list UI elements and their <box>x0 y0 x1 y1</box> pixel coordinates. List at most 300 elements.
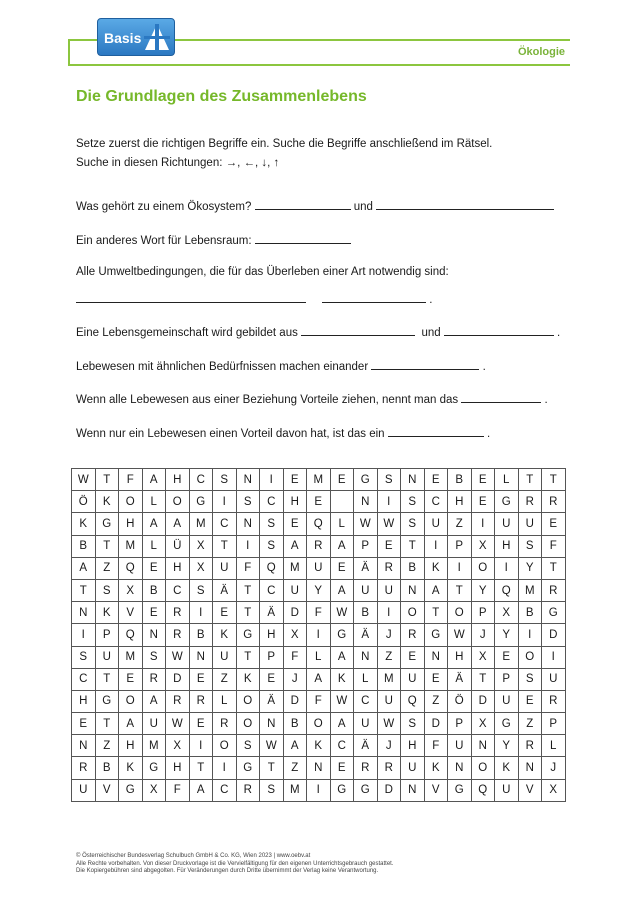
grid-cell[interactable]: Z <box>448 513 472 535</box>
grid-cell[interactable]: N <box>401 579 425 601</box>
grid-cell[interactable]: M <box>518 579 542 601</box>
grid-cell[interactable]: U <box>542 668 566 690</box>
grid-cell[interactable]: B <box>354 602 378 624</box>
grid-cell[interactable]: U <box>401 668 425 690</box>
grid-cell[interactable]: E <box>260 668 284 690</box>
grid-cell[interactable]: Q <box>119 624 143 646</box>
grid-cell[interactable]: X <box>471 535 495 557</box>
grid-cell[interactable]: R <box>377 757 401 779</box>
grid-cell[interactable]: R <box>189 690 213 712</box>
grid-cell[interactable]: E <box>377 535 401 557</box>
answer-blank[interactable] <box>301 325 415 336</box>
grid-cell[interactable]: G <box>236 624 260 646</box>
grid-cell[interactable]: Ö <box>72 491 96 513</box>
grid-cell[interactable]: N <box>260 713 284 735</box>
grid-cell[interactable]: X <box>142 779 166 801</box>
grid-cell[interactable]: A <box>142 690 166 712</box>
grid-cell[interactable]: Ä <box>354 557 378 579</box>
grid-cell[interactable]: F <box>166 779 190 801</box>
grid-cell[interactable]: G <box>330 624 354 646</box>
grid-cell[interactable]: G <box>448 779 472 801</box>
grid-cell[interactable]: F <box>236 557 260 579</box>
grid-cell[interactable]: S <box>260 513 284 535</box>
grid-cell[interactable]: L <box>142 535 166 557</box>
grid-cell[interactable]: T <box>260 757 284 779</box>
grid-cell[interactable]: N <box>236 469 260 491</box>
grid-cell[interactable]: R <box>213 713 237 735</box>
grid-cell[interactable]: C <box>330 735 354 757</box>
grid-cell[interactable]: M <box>189 513 213 535</box>
grid-cell[interactable]: R <box>166 624 190 646</box>
grid-cell[interactable]: U <box>401 757 425 779</box>
grid-cell[interactable]: X <box>471 713 495 735</box>
grid-cell[interactable]: K <box>330 668 354 690</box>
grid-cell[interactable]: U <box>354 713 378 735</box>
grid-cell[interactable]: T <box>542 469 566 491</box>
grid-cell[interactable]: L <box>330 513 354 535</box>
grid-cell[interactable]: M <box>119 535 143 557</box>
grid-cell[interactable]: E <box>283 469 307 491</box>
grid-cell[interactable]: P <box>542 713 566 735</box>
grid-cell[interactable]: O <box>448 602 472 624</box>
grid-cell[interactable]: A <box>307 668 331 690</box>
grid-cell[interactable]: F <box>307 690 331 712</box>
grid-cell[interactable]: Z <box>95 557 119 579</box>
grid-cell[interactable] <box>330 491 354 513</box>
grid-cell[interactable]: P <box>448 713 472 735</box>
grid-cell[interactable]: D <box>166 668 190 690</box>
grid-cell[interactable]: O <box>307 713 331 735</box>
grid-cell[interactable]: F <box>424 735 448 757</box>
grid-cell[interactable]: E <box>542 513 566 535</box>
answer-blank[interactable] <box>322 292 426 303</box>
grid-cell[interactable]: B <box>189 624 213 646</box>
grid-cell[interactable]: S <box>189 579 213 601</box>
grid-cell[interactable]: H <box>283 491 307 513</box>
grid-cell[interactable]: R <box>236 779 260 801</box>
grid-cell[interactable]: V <box>518 779 542 801</box>
grid-cell[interactable]: Ä <box>260 690 284 712</box>
answer-blank[interactable] <box>376 199 554 210</box>
grid-cell[interactable]: Ä <box>354 735 378 757</box>
grid-cell[interactable]: B <box>518 602 542 624</box>
grid-cell[interactable]: K <box>119 757 143 779</box>
grid-cell[interactable]: C <box>72 668 96 690</box>
answer-blank[interactable] <box>461 392 541 403</box>
grid-cell[interactable]: K <box>495 757 519 779</box>
grid-cell[interactable]: C <box>424 491 448 513</box>
grid-cell[interactable]: R <box>542 690 566 712</box>
grid-cell[interactable]: S <box>377 469 401 491</box>
grid-cell[interactable]: U <box>283 579 307 601</box>
grid-cell[interactable]: I <box>72 624 96 646</box>
grid-cell[interactable]: E <box>471 469 495 491</box>
grid-cell[interactable]: T <box>424 602 448 624</box>
grid-cell[interactable]: X <box>189 557 213 579</box>
grid-cell[interactable]: V <box>424 779 448 801</box>
grid-cell[interactable]: Q <box>401 690 425 712</box>
grid-cell[interactable]: Ä <box>354 624 378 646</box>
grid-cell[interactable]: J <box>377 624 401 646</box>
grid-cell[interactable]: E <box>401 646 425 668</box>
grid-cell[interactable]: G <box>119 779 143 801</box>
grid-cell[interactable]: R <box>518 735 542 757</box>
grid-cell[interactable]: U <box>518 513 542 535</box>
grid-cell[interactable]: S <box>142 646 166 668</box>
grid-cell[interactable]: E <box>283 513 307 535</box>
grid-cell[interactable]: K <box>236 668 260 690</box>
grid-cell[interactable]: A <box>283 735 307 757</box>
grid-cell[interactable]: Q <box>471 779 495 801</box>
grid-cell[interactable]: Y <box>307 579 331 601</box>
grid-cell[interactable]: H <box>260 624 284 646</box>
grid-cell[interactable]: A <box>424 579 448 601</box>
grid-cell[interactable]: O <box>518 646 542 668</box>
grid-cell[interactable]: E <box>213 602 237 624</box>
grid-cell[interactable]: W <box>377 713 401 735</box>
grid-cell[interactable]: I <box>495 557 519 579</box>
grid-cell[interactable]: G <box>495 713 519 735</box>
grid-cell[interactable]: R <box>354 757 378 779</box>
grid-cell[interactable]: E <box>330 469 354 491</box>
grid-cell[interactable]: E <box>72 713 96 735</box>
grid-cell[interactable]: O <box>401 602 425 624</box>
grid-cell[interactable]: N <box>518 757 542 779</box>
grid-cell[interactable]: U <box>95 646 119 668</box>
grid-cell[interactable]: I <box>189 602 213 624</box>
grid-cell[interactable]: S <box>236 735 260 757</box>
grid-cell[interactable]: E <box>189 713 213 735</box>
grid-cell[interactable]: A <box>119 713 143 735</box>
grid-cell[interactable]: T <box>95 469 119 491</box>
grid-cell[interactable]: R <box>166 690 190 712</box>
grid-cell[interactable]: U <box>377 690 401 712</box>
grid-cell[interactable]: C <box>260 579 284 601</box>
grid-cell[interactable]: B <box>95 757 119 779</box>
grid-cell[interactable]: F <box>307 602 331 624</box>
grid-cell[interactable]: K <box>424 757 448 779</box>
grid-cell[interactable]: W <box>166 646 190 668</box>
grid-cell[interactable]: I <box>377 491 401 513</box>
grid-cell[interactable]: G <box>236 757 260 779</box>
grid-cell[interactable]: N <box>307 757 331 779</box>
grid-cell[interactable]: D <box>424 713 448 735</box>
grid-cell[interactable]: N <box>236 513 260 535</box>
answer-blank[interactable] <box>388 426 484 437</box>
grid-cell[interactable]: Y <box>495 624 519 646</box>
grid-cell[interactable]: A <box>142 469 166 491</box>
grid-cell[interactable]: E <box>142 602 166 624</box>
grid-cell[interactable]: I <box>448 557 472 579</box>
grid-cell[interactable]: A <box>330 646 354 668</box>
grid-cell[interactable]: E <box>424 469 448 491</box>
grid-cell[interactable]: R <box>377 557 401 579</box>
grid-cell[interactable]: W <box>330 602 354 624</box>
grid-cell[interactable]: C <box>354 690 378 712</box>
grid-cell[interactable]: X <box>471 646 495 668</box>
grid-cell[interactable]: O <box>166 491 190 513</box>
grid-cell[interactable]: W <box>448 624 472 646</box>
grid-cell[interactable]: C <box>260 491 284 513</box>
grid-cell[interactable]: G <box>95 513 119 535</box>
grid-cell[interactable]: U <box>495 690 519 712</box>
grid-cell[interactable]: K <box>72 513 96 535</box>
grid-cell[interactable]: U <box>213 557 237 579</box>
grid-cell[interactable]: S <box>213 469 237 491</box>
grid-cell[interactable]: U <box>354 579 378 601</box>
grid-cell[interactable]: J <box>283 668 307 690</box>
grid-cell[interactable]: S <box>236 491 260 513</box>
grid-cell[interactable]: Y <box>495 735 519 757</box>
grid-cell[interactable]: H <box>119 735 143 757</box>
grid-cell[interactable]: E <box>119 668 143 690</box>
grid-cell[interactable]: Z <box>283 757 307 779</box>
grid-cell[interactable]: Z <box>424 690 448 712</box>
grid-cell[interactable]: B <box>401 557 425 579</box>
grid-cell[interactable]: G <box>189 491 213 513</box>
grid-cell[interactable]: E <box>189 668 213 690</box>
grid-cell[interactable]: G <box>330 779 354 801</box>
grid-cell[interactable]: K <box>424 557 448 579</box>
grid-cell[interactable]: I <box>377 602 401 624</box>
grid-cell[interactable]: T <box>542 557 566 579</box>
grid-cell[interactable]: W <box>377 513 401 535</box>
grid-cell[interactable]: L <box>213 690 237 712</box>
grid-cell[interactable]: N <box>189 646 213 668</box>
grid-cell[interactable]: Ä <box>448 668 472 690</box>
grid-cell[interactable]: L <box>542 735 566 757</box>
grid-cell[interactable]: D <box>542 624 566 646</box>
grid-cell[interactable]: V <box>119 602 143 624</box>
grid-cell[interactable]: S <box>401 491 425 513</box>
grid-cell[interactable]: O <box>119 491 143 513</box>
grid-cell[interactable]: A <box>330 713 354 735</box>
grid-cell[interactable]: C <box>166 579 190 601</box>
grid-cell[interactable]: P <box>354 535 378 557</box>
grid-cell[interactable]: A <box>72 557 96 579</box>
grid-cell[interactable]: R <box>401 624 425 646</box>
grid-cell[interactable]: S <box>260 535 284 557</box>
grid-cell[interactable]: N <box>424 646 448 668</box>
grid-cell[interactable]: Ö <box>448 690 472 712</box>
grid-cell[interactable]: P <box>471 602 495 624</box>
grid-cell[interactable]: S <box>95 579 119 601</box>
grid-cell[interactable]: O <box>213 735 237 757</box>
grid-cell[interactable]: E <box>495 646 519 668</box>
grid-cell[interactable]: X <box>189 535 213 557</box>
grid-cell[interactable]: N <box>354 646 378 668</box>
grid-cell[interactable]: G <box>95 690 119 712</box>
grid-cell[interactable]: A <box>189 779 213 801</box>
grid-cell[interactable]: K <box>95 602 119 624</box>
grid-cell[interactable]: H <box>448 646 472 668</box>
grid-cell[interactable]: P <box>495 668 519 690</box>
grid-cell[interactable]: T <box>95 713 119 735</box>
grid-cell[interactable]: G <box>495 491 519 513</box>
grid-cell[interactable]: W <box>354 513 378 535</box>
grid-cell[interactable]: N <box>354 491 378 513</box>
grid-cell[interactable]: W <box>260 735 284 757</box>
grid-cell[interactable]: R <box>166 602 190 624</box>
grid-cell[interactable]: H <box>166 557 190 579</box>
grid-cell[interactable]: T <box>72 579 96 601</box>
grid-cell[interactable]: K <box>307 735 331 757</box>
grid-cell[interactable]: O <box>471 757 495 779</box>
grid-cell[interactable]: E <box>307 491 331 513</box>
grid-cell[interactable]: J <box>377 735 401 757</box>
grid-cell[interactable]: U <box>448 735 472 757</box>
grid-cell[interactable]: I <box>471 513 495 535</box>
grid-cell[interactable]: Q <box>260 557 284 579</box>
grid-cell[interactable]: M <box>119 646 143 668</box>
grid-cell[interactable]: Q <box>495 579 519 601</box>
grid-cell[interactable]: E <box>518 690 542 712</box>
grid-cell[interactable]: S <box>72 646 96 668</box>
grid-cell[interactable]: M <box>283 779 307 801</box>
grid-cell[interactable]: O <box>236 713 260 735</box>
answer-blank[interactable] <box>76 292 306 303</box>
grid-cell[interactable]: U <box>307 557 331 579</box>
grid-cell[interactable]: G <box>142 757 166 779</box>
grid-cell[interactable]: A <box>283 535 307 557</box>
grid-cell[interactable]: U <box>142 713 166 735</box>
grid-cell[interactable]: U <box>213 646 237 668</box>
grid-cell[interactable]: I <box>236 535 260 557</box>
grid-cell[interactable]: B <box>448 469 472 491</box>
grid-cell[interactable]: N <box>72 602 96 624</box>
grid-cell[interactable]: X <box>495 602 519 624</box>
grid-cell[interactable]: M <box>142 735 166 757</box>
grid-cell[interactable]: I <box>307 779 331 801</box>
grid-cell[interactable]: C <box>213 779 237 801</box>
grid-cell[interactable]: I <box>307 624 331 646</box>
grid-cell[interactable]: L <box>354 668 378 690</box>
grid-cell[interactable]: L <box>307 646 331 668</box>
grid-cell[interactable]: K <box>213 624 237 646</box>
grid-cell[interactable]: N <box>401 779 425 801</box>
grid-cell[interactable]: W <box>330 690 354 712</box>
grid-cell[interactable]: F <box>542 535 566 557</box>
grid-cell[interactable]: R <box>142 668 166 690</box>
grid-cell[interactable]: E <box>424 668 448 690</box>
grid-cell[interactable]: I <box>189 735 213 757</box>
grid-cell[interactable]: P <box>260 646 284 668</box>
grid-cell[interactable]: S <box>260 779 284 801</box>
grid-cell[interactable]: A <box>142 513 166 535</box>
grid-cell[interactable]: Ä <box>260 602 284 624</box>
grid-cell[interactable]: H <box>495 535 519 557</box>
grid-cell[interactable]: B <box>72 535 96 557</box>
grid-cell[interactable]: X <box>542 779 566 801</box>
grid-cell[interactable]: C <box>189 469 213 491</box>
grid-cell[interactable]: R <box>518 491 542 513</box>
grid-cell[interactable]: N <box>142 624 166 646</box>
grid-cell[interactable]: D <box>283 602 307 624</box>
grid-cell[interactable]: J <box>542 757 566 779</box>
grid-cell[interactable]: F <box>283 646 307 668</box>
grid-cell[interactable]: L <box>142 491 166 513</box>
grid-cell[interactable]: I <box>542 646 566 668</box>
grid-cell[interactable]: N <box>401 469 425 491</box>
answer-blank[interactable] <box>255 233 351 244</box>
grid-cell[interactable]: T <box>236 579 260 601</box>
grid-cell[interactable]: O <box>471 557 495 579</box>
grid-cell[interactable]: Q <box>119 557 143 579</box>
grid-cell[interactable]: D <box>377 779 401 801</box>
grid-cell[interactable]: C <box>213 513 237 535</box>
grid-cell[interactable]: X <box>166 735 190 757</box>
grid-cell[interactable]: Ü <box>166 535 190 557</box>
grid-cell[interactable]: E <box>142 557 166 579</box>
grid-cell[interactable]: X <box>119 579 143 601</box>
grid-cell[interactable]: U <box>424 513 448 535</box>
grid-cell[interactable]: M <box>307 469 331 491</box>
grid-cell[interactable]: T <box>236 602 260 624</box>
grid-cell[interactable]: E <box>471 491 495 513</box>
grid-cell[interactable]: M <box>377 668 401 690</box>
grid-cell[interactable]: T <box>95 535 119 557</box>
grid-cell[interactable]: O <box>236 690 260 712</box>
grid-cell[interactable]: G <box>354 779 378 801</box>
answer-blank[interactable] <box>444 325 554 336</box>
grid-cell[interactable]: I <box>518 624 542 646</box>
grid-cell[interactable]: P <box>448 535 472 557</box>
grid-cell[interactable]: R <box>542 579 566 601</box>
grid-cell[interactable]: D <box>283 690 307 712</box>
grid-cell[interactable]: I <box>213 491 237 513</box>
grid-cell[interactable]: E <box>330 757 354 779</box>
answer-blank[interactable] <box>255 199 351 210</box>
grid-cell[interactable]: X <box>283 624 307 646</box>
grid-cell[interactable]: H <box>72 690 96 712</box>
grid-cell[interactable]: G <box>542 602 566 624</box>
grid-cell[interactable]: W <box>166 713 190 735</box>
answer-blank[interactable] <box>371 359 479 370</box>
grid-cell[interactable]: U <box>72 779 96 801</box>
grid-cell[interactable]: T <box>95 668 119 690</box>
grid-cell[interactable]: A <box>330 579 354 601</box>
grid-cell[interactable]: Y <box>471 579 495 601</box>
grid-cell[interactable]: E <box>330 557 354 579</box>
grid-cell[interactable]: W <box>72 469 96 491</box>
grid-cell[interactable]: H <box>166 757 190 779</box>
grid-cell[interactable]: H <box>166 469 190 491</box>
grid-cell[interactable]: V <box>95 779 119 801</box>
grid-cell[interactable]: R <box>72 757 96 779</box>
grid-cell[interactable]: T <box>471 668 495 690</box>
grid-cell[interactable]: I <box>260 469 284 491</box>
grid-cell[interactable]: N <box>448 757 472 779</box>
grid-cell[interactable]: D <box>471 690 495 712</box>
grid-cell[interactable]: I <box>424 535 448 557</box>
grid-cell[interactable]: Z <box>95 735 119 757</box>
grid-cell[interactable]: O <box>119 690 143 712</box>
grid-cell[interactable]: K <box>95 491 119 513</box>
grid-cell[interactable]: Z <box>377 646 401 668</box>
grid-cell[interactable]: L <box>495 469 519 491</box>
grid-cell[interactable]: S <box>518 535 542 557</box>
grid-cell[interactable]: R <box>542 491 566 513</box>
grid-cell[interactable]: T <box>213 535 237 557</box>
grid-cell[interactable]: I <box>213 757 237 779</box>
grid-cell[interactable]: T <box>518 469 542 491</box>
grid-cell[interactable]: S <box>401 513 425 535</box>
grid-cell[interactable]: U <box>377 579 401 601</box>
grid-cell[interactable]: N <box>72 735 96 757</box>
grid-cell[interactable]: T <box>401 535 425 557</box>
grid-cell[interactable]: B <box>283 713 307 735</box>
grid-cell[interactable]: Z <box>518 713 542 735</box>
